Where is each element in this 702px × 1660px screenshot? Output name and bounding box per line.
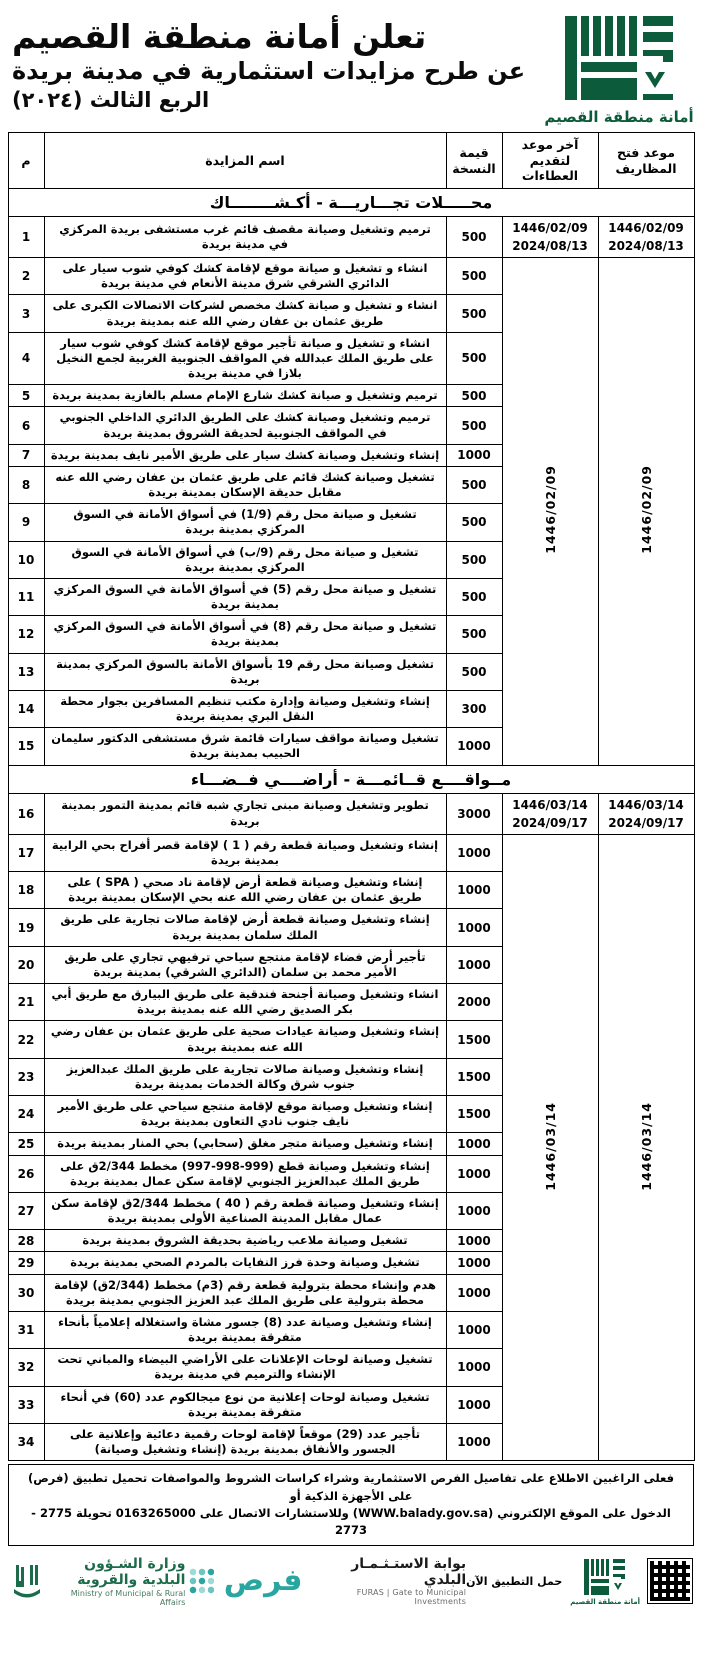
table-header-row [8, 133, 694, 189]
poster-title-block [8, 6, 544, 126]
title-line-3: الربع الثالث (٢٠٢٤) [12, 87, 210, 112]
cell-price: 1000 [446, 1311, 502, 1348]
cell-price: 500 [446, 504, 502, 541]
cell-price: 1000 [446, 1252, 502, 1274]
ministry-brand [10, 1556, 185, 1606]
cell-price: 3000 [446, 793, 502, 834]
cell-auction-name: هدم وإنشاء محطة بترولية قطعة رقم (3م) مخطط (2/344ق) لإقامة محطة بترولية على طريق الملك عبد العزيز الجنوبي بمدينة بريدة [44, 1274, 446, 1311]
qr-code-icon[interactable] [648, 1559, 692, 1603]
cell-auction-name: تشغيل و صيانة محل رقم (5) في أسواق الأمانة في السوق المركزي بمدينة بريدة [44, 578, 446, 615]
notice-line-1: فعلى الراغبين الاطلاع على تفاصيل الفرص الاستثمارية وشراء كراسات الشروط والمواصفات تحميل تطبيق (فرص) على الأجهزة الذكية أو [27, 1471, 675, 1503]
cell-auction-name: تشغيل وصيانة ملاعب رياضية بحديقة الشروق بمدينة بريدة [44, 1230, 446, 1252]
cell-row-number: 1 [8, 217, 44, 258]
cell-price: 1500 [446, 1096, 502, 1133]
furas-brand [185, 1556, 466, 1606]
cell-price: 300 [446, 690, 502, 727]
cell-auction-name: ترميم وتشغيل و صيانة كشك شارع الإمام مسلم بالغازية بمدينة بريدة [44, 385, 446, 407]
cell-auction-name: انشاء و تشغيل و صيانة تأجير موقع لإقامة كشك كوفي شوب سيار على طريق الملك عبدالله في المواقف الجنوبية الغربية لجمع النخيل بلازا في مدينة بريدة [44, 332, 446, 385]
cell-row-number: 33 [8, 1386, 44, 1423]
cell-price: 1000 [446, 1133, 502, 1155]
header-close-date: آخر موعد لتقديم العطاءات [502, 133, 598, 189]
cell-price: 1000 [446, 1192, 502, 1229]
table-body [8, 189, 694, 1461]
footer-logo-caption: أمانة منطقة القصيم [570, 1597, 640, 1606]
cell-price: 1000 [446, 728, 502, 765]
cell-row-number: 9 [8, 504, 44, 541]
table-row [8, 217, 694, 258]
cell-close-date: 1446/02/09 2024/08/13 [502, 217, 598, 258]
cell-auction-name: تشغيل وصيانة وحدة فرز النفايات بالمردم الصحي بمدينة بريدة [44, 1252, 446, 1274]
section-title: مــواقــــع قــائمـــة - أراضــــي فــضـــاء [8, 765, 694, 793]
cell-price: 500 [446, 578, 502, 615]
cell-price: 1000 [446, 1349, 502, 1386]
cell-auction-name: انشاء و تشغيل و صيانة موقع لإقامة كشك كوفي شوب سيار على الدائري الشرقي شرق مدينة الأنعام في مدينة بريدة [44, 258, 446, 295]
cell-row-number: 2 [8, 258, 44, 295]
ministry-emblem-icon [10, 1561, 44, 1601]
cell-price: 1000 [446, 946, 502, 983]
furas-text [312, 1556, 466, 1606]
cell-price: 1000 [446, 1274, 502, 1311]
cell-price: 500 [446, 407, 502, 444]
title-line-2: عن طرح مزايدات استثمارية في مدينة بريدة [12, 56, 526, 85]
cell-row-number: 25 [8, 1133, 44, 1155]
furas-subtitle: FURAS | Gate to Municipal Investments [356, 1588, 467, 1607]
cell-row-number: 15 [8, 728, 44, 765]
cell-auction-name: تشغيل و صيانة محل رقم (1/9) في أسواق الأمانة في السوق المركزي بمدينة بريدة [44, 504, 446, 541]
cell-price: 500 [446, 653, 502, 690]
cell-row-number: 22 [8, 1021, 44, 1058]
cell-price: 500 [446, 466, 502, 503]
cell-row-number: 8 [8, 466, 44, 503]
cell-auction-name: إنشاء وتشغيل وصيانة عيادات صحية على طريق عثمان بن عفان رضي الله عنه بمدينة بريدة [44, 1021, 446, 1058]
cell-row-number: 27 [8, 1192, 44, 1229]
cell-auction-name: إنشاء وتشغيل وصيانة قطع (999-998-997) مخطط 2/344ق على طريق الملك عبدالعزيز الجنوبي لإقامة سكن عمال بمدينة بريدة [44, 1155, 446, 1192]
cell-auction-name: تشغيل وصيانة محل رقم 19 بأسواق الأمانة بالسوق المركزي بمدينة بريدة [44, 653, 446, 690]
cell-row-number: 30 [8, 1274, 44, 1311]
cell-row-number: 24 [8, 1096, 44, 1133]
cell-row-number: 6 [8, 407, 44, 444]
cell-auction-name: إنشاء وتشغيل وصيانة موقع لإقامة منتجع سياحي على طريق الأمير نايف جنوب نادي التعاون بمدينة بريدة [44, 1096, 446, 1133]
cell-price: 500 [446, 258, 502, 295]
section-title-row [8, 189, 694, 217]
cell-close-date: 1446/03/14 2024/09/17 [502, 793, 598, 834]
cell-price: 1000 [446, 871, 502, 908]
cell-auction-name: انشاء وتشغيل وصيانة أجنحة فندقية على طريق البيارق مع طريق أبي بكر الصديق رضي الله عنه بمدينة بريدة [44, 984, 446, 1021]
cell-price: 1000 [446, 1230, 502, 1252]
cell-price: 1500 [446, 1021, 502, 1058]
cell-open-date-merged: 1446/03/14 [598, 834, 694, 1461]
cell-auction-name: إنشاء وتشغيل وصيانة قطعة رقم ( 1 ) لإقامة قصر أفراح بحي الرابية بمدينة بريدة [44, 834, 446, 871]
poster-header [0, 0, 702, 130]
ministry-text [50, 1556, 185, 1606]
table-row [8, 834, 694, 871]
title-line-1: تعلن أمانة منطقة القصيم [12, 17, 427, 57]
cell-row-number: 19 [8, 909, 44, 946]
furas-wordmark: فرص [223, 1563, 303, 1599]
footer-left [466, 1557, 692, 1606]
cell-price: 500 [446, 385, 502, 407]
cell-row-number: 23 [8, 1058, 44, 1095]
cell-open-date: 1446/02/09 2024/08/13 [598, 217, 694, 258]
cell-price: 500 [446, 541, 502, 578]
cell-row-number: 17 [8, 834, 44, 871]
cell-row-number: 10 [8, 541, 44, 578]
cell-row-number: 29 [8, 1252, 44, 1274]
cell-row-number: 16 [8, 793, 44, 834]
cell-auction-name: ترميم وتشغيل وصيانة كشك على الطريق الدائري الداخلي الجنوبي في المواقف الجنوبية لحديقة الشروق بمدينة بريدة [44, 407, 446, 444]
header-name: اسم المزايدة [44, 133, 446, 189]
cell-row-number: 12 [8, 616, 44, 653]
table-row [8, 793, 694, 834]
cell-price: 1000 [446, 1423, 502, 1460]
notice-box [8, 1464, 694, 1546]
cell-row-number: 20 [8, 946, 44, 983]
footer-amanah-emblem-icon [582, 1557, 628, 1597]
cell-auction-name: انشاء و تشغيل و صيانة كشك مخصص لشركات الاتصالات الكبرى على طريق عثمان بن عفان رضي الله عنه بمدينة بريدة [44, 295, 446, 332]
poster-footer [8, 1552, 694, 1614]
cell-auction-name: تشغيل وصيانة لوحات الإعلانات على الأراضي البيضاء والمباني تحت الإنشاء والترميم في مدينة بريدة [44, 1349, 446, 1386]
amanah-logo-caption: أمانة منطقة القصيم [544, 108, 694, 126]
cell-row-number: 26 [8, 1155, 44, 1192]
cell-auction-name: إنشاء وتشغيل وصيانة وإدارة مكتب تنظيم المسافرين بجوار محطة النقل البري بمدينة بريدة [44, 690, 446, 727]
header-no: م [8, 133, 44, 189]
cell-auction-name: تطوير وتشغيل وصيانة مبنى تجاري شبه قائم بمدينة التمور بمدينة بريدة [44, 793, 446, 834]
cell-price: 500 [446, 332, 502, 385]
cell-row-number: 28 [8, 1230, 44, 1252]
cell-auction-name: ترميم وتشغيل وصيانة مقصف قائم غرب مستشفى بريدة المركزي في مدينة بريدة [44, 217, 446, 258]
cell-row-number: 21 [8, 984, 44, 1021]
cell-price: 1000 [446, 1386, 502, 1423]
cell-row-number: 32 [8, 1349, 44, 1386]
cell-auction-name: إنشاء وتشغيل وصيانة عدد (8) جسور مشاة واستغلاله إعلامياً بأنحاء متفرقة بمدينة بريدة [44, 1311, 446, 1348]
cell-row-number: 4 [8, 332, 44, 385]
cell-price: 500 [446, 616, 502, 653]
auctions-table [8, 132, 695, 1461]
furas-dots-icon [189, 1568, 213, 1594]
amanah-emblem-icon [559, 10, 679, 106]
download-app-label: حمل التطبيق الآن [466, 1574, 563, 1588]
header-open-date: موعد فتح المظاريف [598, 133, 694, 189]
cell-auction-name: تأجير عدد (29) موقعاً لإقامة لوحات رقمية دعائية وإعلانية على الجسور والأنفاق بمدينة بريدة (إنشاء وتشغيل وصيانة) [44, 1423, 446, 1460]
cell-price: 1000 [446, 834, 502, 871]
cell-auction-name: إنشاء وتشغيل وصيانة قطعة أرض لإقامة صالات تجارية على طريق الملك سلمان بمدينة بريدة [44, 909, 446, 946]
cell-auction-name: إنشاء وتشغيل وصيانة قطعة رقم ( 40 ) مخطط 2/344ق لإقامة سكن عمال مقابل المدينة الصناعية الأولى بمدينة بريدة [44, 1192, 446, 1229]
cell-auction-name: تشغيل و صيانة محل رقم (8) في أسواق الأمانة في السوق المركزي بمدينة بريدة [44, 616, 446, 653]
cell-auction-name: تشغيل وصيانة كشك قائم على طريق عثمان بن عفان رضي الله عنه مقابل حديقة الإسكان بمدينة بريدة [44, 466, 446, 503]
cell-row-number: 3 [8, 295, 44, 332]
cell-row-number: 18 [8, 871, 44, 908]
header-price: قيمة النسخة [446, 133, 502, 189]
cell-row-number: 34 [8, 1423, 44, 1460]
cell-row-number: 5 [8, 385, 44, 407]
cell-row-number: 13 [8, 653, 44, 690]
cell-price: 500 [446, 295, 502, 332]
cell-open-date: 1446/03/14 2024/09/17 [598, 793, 694, 834]
cell-auction-name: تأجير أرض فضاء لإقامة منتجع سياحي ترفيهي تجاري على طريق الأمير محمد بن سلمان (الدائري الشرقي) بمدينة بريدة [44, 946, 446, 983]
cell-auction-name: إنشاء وتشغيل وصيانة كشك سيار على طريق الأمير نايف بمدينة بريدة [44, 444, 446, 466]
cell-price: 500 [446, 217, 502, 258]
amanah-logo [544, 6, 694, 126]
notice-line-2: الدخول على الموقع الإلكتروني (WWW.balady.gov.sa) وللاستشارات الاتصال على 0163265000 تحويلة 2775 - 2773 [31, 1505, 671, 1538]
cell-row-number: 31 [8, 1311, 44, 1348]
cell-auction-name: إنشاء وتشغيل وصيانة صالات تجارية على طريق الملك عبدالعزيز جنوب شرق وكالة الخدمات بمدينة بريدة [44, 1058, 446, 1095]
cell-row-number: 14 [8, 690, 44, 727]
cell-auction-name: تشغيل و صيانة محل رقم (9/ب) في أسواق الأمانة في السوق المركزي بمدينة بريدة [44, 541, 446, 578]
cell-close-date-merged: 1446/03/14 [502, 834, 598, 1461]
cell-price: 1500 [446, 1058, 502, 1095]
section-title-row [8, 765, 694, 793]
furas-title: بوابة الاستـثـمـار البلدي [351, 1556, 467, 1589]
cell-price: 1000 [446, 909, 502, 946]
cell-close-date-merged: 1446/02/09 [502, 258, 598, 766]
cell-open-date-merged: 1446/02/09 [598, 258, 694, 766]
cell-price: 1000 [446, 1155, 502, 1192]
cell-auction-name: تشغيل وصيانة لوحات إعلانية من نوع ميجالكوم عدد (60) في أنحاء متفرقة بمدينة بريدة [44, 1386, 446, 1423]
cell-auction-name: تشغيل وصيانة مواقف سيارات قائمة شرق مستشفى الدكتور سليمان الحبيب بمدينة بريدة [44, 728, 446, 765]
ministry-line-1: وزارة الشـؤون [84, 1556, 186, 1573]
cell-row-number: 7 [8, 444, 44, 466]
cell-auction-name: إنشاء وتشغيل وصيانة قطعة أرض لإقامة ناد صحي ( SPA ) على طريق عثمان بن عفان رضي الله عنه بحي الإسكان بمدينة بريدة [44, 871, 446, 908]
cell-price: 1000 [446, 444, 502, 466]
cell-row-number: 11 [8, 578, 44, 615]
ministry-subtitle: Ministry of Municipal & Rural Affairs [70, 1588, 186, 1607]
cell-auction-name: إنشاء وتشغيل وصيانة متجر مغلق (سحابي) بحي المنار بمدينة بريدة [44, 1133, 446, 1155]
cell-price: 2000 [446, 984, 502, 1021]
footer-amanah-logo [570, 1557, 640, 1606]
table-row [8, 258, 694, 295]
ministry-line-2: البلدية والقروية [77, 1572, 186, 1589]
section-title: محـــــلات تجـــاريـــة - أكـشــــــــاك [8, 189, 694, 217]
